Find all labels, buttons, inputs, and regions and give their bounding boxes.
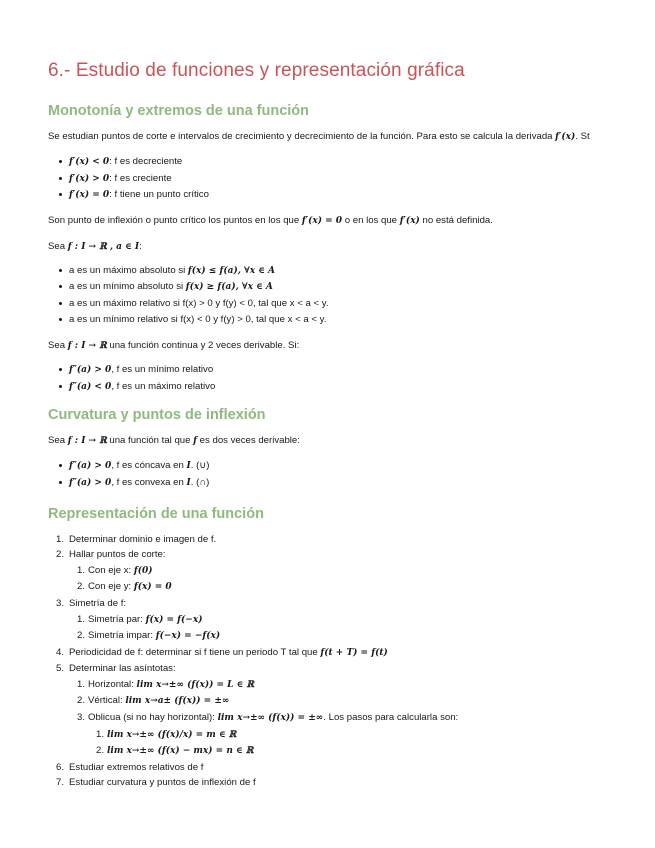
list-item: f″(a) < 0, f es un máximo relativo xyxy=(48,379,607,396)
list-item: 3. Oblicua (si no hay horizontal): lim x→±∞ (f(x)) = ±∞. Los pasos para calcularla son: 1. lim x→±∞ (f(x)/x) = m ∈ ℝ 2. lim x→±∞ (f(x) − mx) = n ∈ ℝ xyxy=(69,710,607,760)
sub-list xyxy=(69,563,607,596)
list-item: 3. Simetría de f: 1. Simetría par: f(x) = f(−x) 2. Simetría impar: f(−x) = −f(x) xyxy=(48,596,607,645)
sub-sub-list xyxy=(88,727,607,760)
paragraph-sea: Sea f : I → ℝ , a ∈ I: xyxy=(48,240,142,252)
list-item: 7. Estudiar curvatura y puntos de inflexión de f xyxy=(56,777,256,789)
extrema-list xyxy=(48,263,607,327)
list-item: 2. Con eje y: f(x) = 0 xyxy=(77,581,172,593)
curvatura-list xyxy=(48,458,607,491)
list-item: 1. Determinar dominio e imagen de f. xyxy=(56,533,217,545)
list-item: f′(x) < 0: f es decreciente xyxy=(48,154,607,171)
list-item: f′(x) > 0: f es creciente xyxy=(48,171,607,188)
paragraph-inflexion: Son punto de inflexión o punto crítico los puntos en los que f′(x) = 0 o en los que f′(x) no está definida. xyxy=(48,214,493,226)
list-item: a es un máximo absoluto si f(x) ≤ f(a), ∀x ∈ A xyxy=(48,263,607,280)
list-item: 2. Simetría impar: f(−x) = −f(x) xyxy=(77,630,221,642)
paragraph-monotonia-intro: Se estudian puntos de corte e intervalos de crecimiento y decrecimiento de la función. Para esto se calcula la derivada f′(x). St xyxy=(48,131,590,142)
list-item: 1. Horizontal: lim x→±∞ (f(x)) = L ∈ ℝ xyxy=(77,678,254,690)
list-item: 1. lim x→±∞ (f(x)/x) = m ∈ ℝ xyxy=(96,728,237,740)
section-heading-monotonia: Monotonía y extremos de una función xyxy=(48,103,310,119)
sub-list xyxy=(69,612,607,645)
steps-list xyxy=(48,532,607,792)
list-item: 1. Simetría par: f(x) = f(−x) xyxy=(77,613,203,625)
derivative-list xyxy=(48,154,607,204)
list-item: 4. Periodicidad de f: determinar si f tiene un periodo T tal que f(t + T) = f(t) xyxy=(56,646,388,658)
list-item: 1. Con eje x: f(0) xyxy=(77,564,153,576)
list-item: a es un mínimo relativo si f(x) < 0 y f(y) > 0, tal que x < a < y. xyxy=(48,312,607,328)
list-item: 5. Determinar las asíntotas: 1. Horizontal: lim x→±∞ (f(x)) = L ∈ ℝ 2. Vértical: lim x→a± (f(x)) = ±∞ 3. Oblicua (si no hay horizontal): lim x→±∞ (f(x)) = ±∞. Los pasos para calcularla son: 1. lim x→±∞ (f(x)/x) = m ∈ ℝ 2. lim x→±∞ (f(x) − mx) = n ∈ ℝ xyxy=(48,661,607,760)
sub-list xyxy=(69,677,607,760)
list-item: 6. Estudiar extremos relativos de f xyxy=(56,761,204,773)
list-item: 2. Vértical: lim x→a± (f(x)) = ±∞ xyxy=(77,695,230,707)
list-item: f″(a) > 0, f es cóncava en I. (∪) xyxy=(48,458,607,475)
section-heading-representacion: Representación de una función xyxy=(48,505,264,522)
section-heading-curvatura: Curvatura y puntos de inflexión xyxy=(48,407,266,424)
second-derivative-list xyxy=(48,362,607,395)
list-item: f″(a) > 0, f es convexa en I. (∩) xyxy=(48,475,607,492)
list-item: a es un máximo relativo si f(x) > 0 y f(y) < 0, tal que x < a < y. xyxy=(48,296,607,312)
paragraph-second-derivative: Sea f : I → ℝ una función continua y 2 veces derivable. Si: xyxy=(48,340,300,352)
paragraph-curvatura-intro: Sea f : I → ℝ una función tal que f es dos veces derivable: xyxy=(48,435,300,447)
list-item: 2. lim x→±∞ (f(x) − mx) = n ∈ ℝ xyxy=(96,745,254,757)
list-item: f″(a) > 0, f es un mínimo relativo xyxy=(48,362,607,379)
list-item: f′(x) = 0: f tiene un punto crítico xyxy=(48,187,607,204)
list-item: 2. Hallar puntos de corte: 1. Con eje x: f(0) 2. Con eje y: f(x) = 0 xyxy=(48,547,607,596)
page-title: 6.- Estudio de funciones y representación gráfica xyxy=(48,60,465,81)
list-item: a es un mínimo absoluto si f(x) ≥ f(a), ∀x ∈ A xyxy=(48,279,607,296)
